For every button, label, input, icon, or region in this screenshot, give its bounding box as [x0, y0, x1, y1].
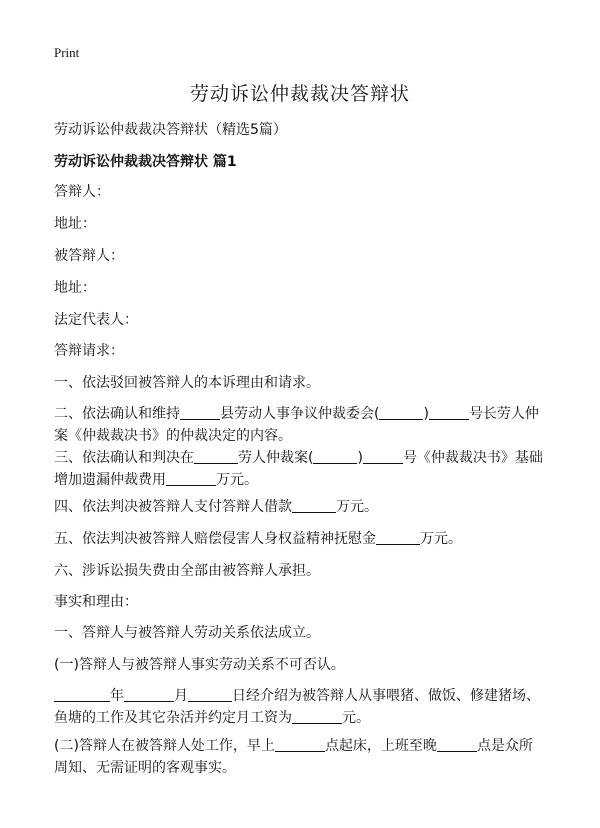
fact-4-text-d: 周知、无需证明的客观事实。: [54, 760, 236, 776]
blank-line: [166, 471, 216, 486]
blank-line: [275, 737, 325, 752]
request-3-text-c: ): [357, 450, 363, 466]
fact-3-month: 月: [174, 688, 188, 704]
field-respondent: 答辩人：: [54, 184, 110, 200]
fact-3-text-e: 元。: [342, 710, 370, 726]
request-3-text-e: 增加遗漏仲裁费用: [54, 472, 166, 488]
request-2-text-b: 县劳动人事争议仲裁委会(: [220, 406, 380, 422]
blank-line: [437, 737, 477, 752]
request-3: [54, 447, 554, 491]
request-3-text-f: 万元。: [216, 472, 258, 488]
blank-line: [54, 687, 110, 702]
fact-4-text-a: (二)答辩人在被答辩人处工作，早上: [54, 738, 275, 754]
request-5: [54, 528, 554, 550]
blank-line: [429, 405, 469, 420]
blank-line: [188, 687, 232, 702]
blank-line: [376, 530, 420, 545]
request-3-text-d: 号《仲裁裁决书》基础: [402, 450, 543, 466]
document-title: 劳动诉讼仲裁裁决答辩状: [189, 83, 410, 105]
fact-3: [54, 685, 554, 729]
blank-line: [313, 449, 357, 464]
fact-4-text-c: 点是众所: [476, 738, 533, 754]
blank-line: [194, 449, 238, 464]
request-2: [54, 403, 554, 447]
fact-4-text-b: 点起床，上班至晚: [324, 738, 437, 754]
field-address-1: 地址：: [54, 216, 96, 232]
blank-line: [292, 709, 342, 724]
fact-3-text-d: 鱼塘的工作及其它杂活并约定月工资为: [54, 710, 292, 726]
fact-2: (一)答辩人与被答辩人事实劳动关系不可否认。: [54, 657, 345, 673]
request-3-text-b: 劳人仲裁案(: [238, 450, 314, 466]
request-3-text-a: 三、依法确认和判决在: [54, 450, 194, 466]
document-subtitle: 劳动诉讼仲裁裁决答辩状（精选5篇）: [54, 122, 287, 138]
field-address-2: 地址：: [54, 280, 96, 296]
blank-line: [379, 405, 423, 420]
section-heading: 劳动诉讼仲裁裁决答辩状 篇1: [54, 154, 237, 170]
request-4-text-a: 四、依法判决被答辩人支付答辩人借款: [54, 499, 292, 515]
field-legal-representative: 法定代表人：: [54, 312, 138, 328]
blank-line: [180, 405, 220, 420]
fact-3-text-c: 日经介绍为被答辩人从事喂猪、做饭、修建猪场、: [232, 688, 540, 704]
request-2-text-d: 号长劳人仲: [468, 406, 539, 422]
facts-heading: 事实和理由：: [54, 594, 138, 610]
request-2-text-e: 案《仲裁裁决书》的仲裁决定的内容。: [54, 428, 292, 444]
request-5-text-b: 万元。: [420, 531, 462, 547]
fact-4: [54, 735, 554, 779]
fact-3-year: 年: [110, 688, 124, 704]
request-2-text-a: 二、依法确认和维持: [54, 406, 180, 422]
blank-line: [124, 687, 174, 702]
request-4: [54, 496, 554, 518]
request-4-text-b: 万元。: [336, 499, 378, 515]
request-5-text-a: 五、依法判决被答辩人赔偿侵害人身权益精神抚慰金: [54, 531, 376, 547]
field-counter-party: 被答辩人：: [54, 248, 124, 264]
request-2-text-c: ): [423, 406, 429, 422]
field-requests-heading: 答辩请求：: [54, 343, 124, 359]
blank-line: [363, 449, 403, 464]
blank-line: [292, 498, 336, 513]
request-1: 一、依法驳回被答辩人的本诉理由和请求。: [54, 375, 320, 391]
print-link[interactable]: Print: [54, 45, 80, 60]
fact-1: 一、答辩人与被答辩人劳动关系依法成立。: [54, 625, 320, 641]
request-6: 六、涉诉讼损失费由全部由被答辩人承担。: [54, 563, 320, 579]
